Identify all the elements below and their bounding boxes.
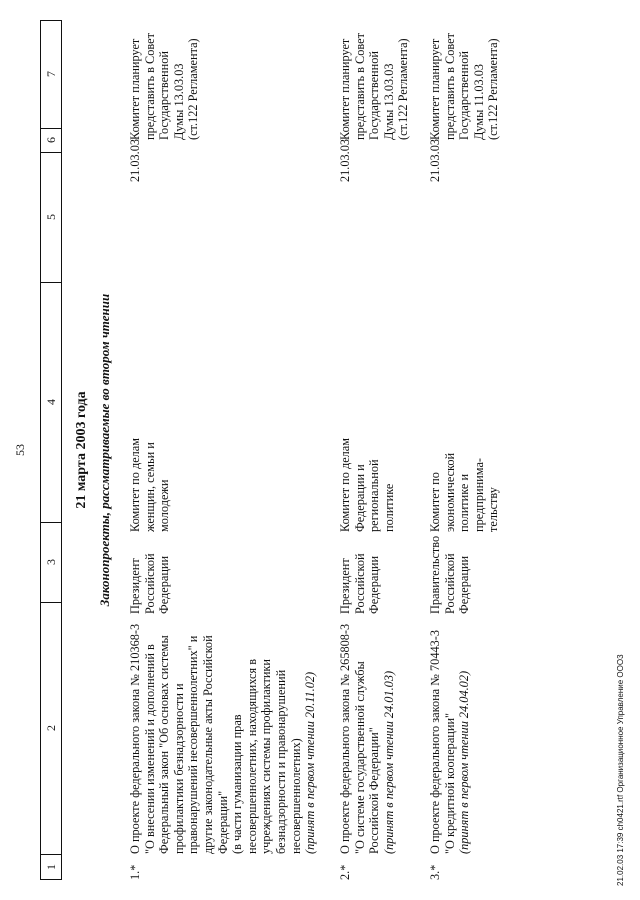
text-line: несовершеннолетних) [288, 738, 303, 854]
date-title: 21 марта 2003 года [74, 391, 89, 509]
text-line: Федеральный закон "Об основах системы [157, 635, 172, 854]
reading-note: (принят в первом чтении 24.04.02) [457, 670, 472, 854]
text-line: политике и [457, 473, 472, 532]
text-line: О проекте федерального закона № 210368-3 [128, 623, 142, 854]
text-line: Государственной [367, 51, 382, 140]
text-line: Комитет планирует [128, 38, 142, 140]
date: 21.03.03 [428, 138, 442, 182]
section-title: Законопроекты, рассматриваемые во втором чтении [97, 293, 112, 607]
initiator [428, 534, 472, 614]
text-line: Государственной [457, 51, 472, 140]
text-line: Российской [352, 553, 367, 614]
text-line: несовершеннолетних, находящихся в [244, 658, 259, 854]
date: 21.03.03 [338, 138, 352, 182]
text-line: Федерации [367, 555, 382, 614]
text-line: Комитет планирует [428, 38, 442, 140]
text-line: (ст.122 Регламента) [396, 38, 411, 140]
remark [128, 10, 201, 140]
bill-title [128, 612, 318, 854]
text-line: Федерации и [352, 464, 367, 532]
text-line: О проекте федерального закона № 265808-3 [338, 623, 352, 854]
text-line: "О внесении изменений и дополнений в [142, 644, 157, 854]
text-line: молодежи [157, 479, 172, 532]
text-line: Государственной [157, 51, 172, 140]
text-line: женщин, семьи и [142, 442, 157, 532]
text-line: (в части гуманизации прав [230, 714, 245, 854]
text-line: учреждениях системы профилактики [259, 659, 274, 854]
text-line: Федерации" [215, 790, 230, 854]
footer: 21.02.03 17:39 ch0421.rtf Организационное Управление ООО3 [616, 654, 625, 886]
text-line: "О системе государственной службы [352, 661, 367, 854]
remark [338, 10, 411, 140]
remark [428, 10, 501, 140]
text-line: предпринима- [471, 457, 486, 532]
committee [428, 402, 501, 532]
text-line: Правительство [428, 535, 442, 614]
text-line: (ст.122 Регламента) [186, 38, 201, 140]
text-line: Думы 13.03.03 [381, 63, 396, 140]
text-line: Комитет по делам [128, 437, 142, 532]
row-number: 2.* [338, 864, 352, 880]
committee [338, 402, 396, 532]
text-line: представить в Совет [442, 33, 457, 140]
text-line: Комитет по [428, 472, 442, 532]
text-line: профилактики безнадзорности и [171, 683, 186, 854]
column-number: 2 [41, 602, 61, 855]
reading-note: (принят в первом чтении 24.01.03) [381, 670, 396, 854]
page-number: 53 [13, 444, 27, 456]
bill-title [338, 612, 396, 854]
text-line: Федерации [457, 555, 472, 614]
column-number: 4 [41, 282, 61, 523]
column-number-strip [40, 20, 62, 880]
text-line: "О кредитной кооперации" [442, 712, 457, 854]
text-line: представить в Совет [142, 33, 157, 140]
text-line: представить в Совет [352, 33, 367, 140]
date: 21.03.03 [128, 138, 142, 182]
text-line: Комитет по делам [338, 437, 352, 532]
text-line: Думы 13.03.03 [171, 63, 186, 140]
text-line: региональной [367, 459, 382, 532]
text-line: политике [381, 483, 396, 532]
text-line: Комитет планирует [338, 38, 352, 140]
column-number: 6 [41, 128, 61, 153]
text-line: правонарушений несовершеннолетних" и [186, 635, 201, 854]
text-line: безнадзорности и правонарушений [273, 669, 288, 854]
text-line: Президент [128, 558, 142, 614]
initiator [128, 534, 172, 614]
text-line: другие законодательные акты Российской [200, 635, 215, 854]
reading-note: (принят в первом чтении 20.11.02) [303, 671, 318, 854]
committee [128, 402, 172, 532]
bill-title [428, 612, 472, 854]
text-line: Российской [442, 553, 457, 614]
text-line: Президент [338, 558, 352, 614]
text-line: О проекте федерального закона № 70443-3 [428, 629, 442, 854]
column-number: 1 [44, 864, 58, 870]
column-number: 7 [41, 20, 61, 129]
row-number: 3.* [428, 864, 442, 880]
text-line: Думы 11.03.03 [471, 63, 486, 140]
initiator [338, 534, 382, 614]
column-number: 3 [41, 522, 61, 603]
text-line: (ст.122 Регламента) [486, 38, 501, 140]
text-line: Российской [142, 553, 157, 614]
text-line: Российской Федерации" [367, 727, 382, 854]
row-number: 1.* [128, 864, 142, 880]
text-line: тельству [486, 487, 501, 532]
text-line: экономической [442, 452, 457, 532]
text-line: Федерации [157, 555, 172, 614]
column-number: 5 [41, 152, 61, 283]
